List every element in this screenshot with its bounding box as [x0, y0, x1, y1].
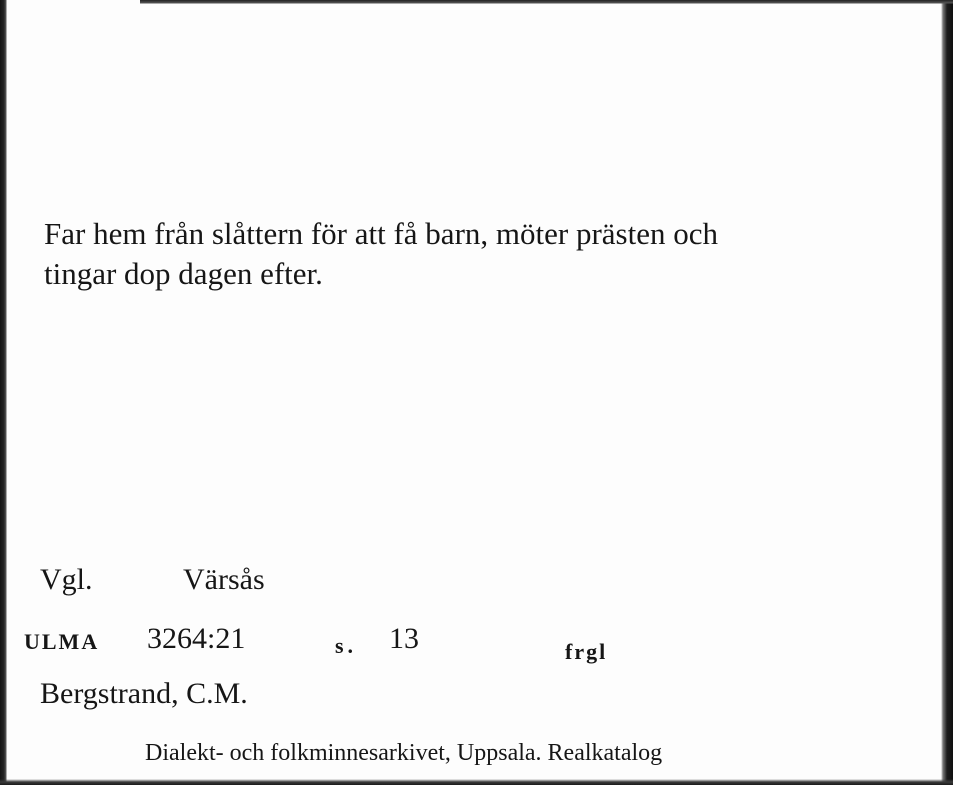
page-label: s. — [335, 633, 358, 658]
parish-label: Värsås — [183, 563, 265, 596]
record-number: 3264:21 — [147, 622, 246, 655]
description-line-2: tingar dop dagen efter. — [44, 256, 323, 291]
archive-label: ULMA — [24, 629, 100, 654]
category-label: frgl — [565, 639, 608, 664]
card-edge-top — [140, 0, 953, 4]
card-edge-left — [0, 0, 7, 785]
collector-name: Bergstrand, C.M. — [40, 677, 248, 710]
card-edge-right — [941, 0, 953, 785]
page-number: 13 — [389, 622, 419, 655]
card-description — [44, 214, 884, 294]
region-label: Vgl. — [40, 563, 93, 596]
description-line-1: Far hem från slåttern för att få barn, möter prästen och — [44, 216, 718, 251]
card-edge-bottom — [0, 779, 953, 785]
archive-footer: Dialekt- och folkminnesarkivet, Uppsala. Realkatalog — [145, 740, 663, 766]
